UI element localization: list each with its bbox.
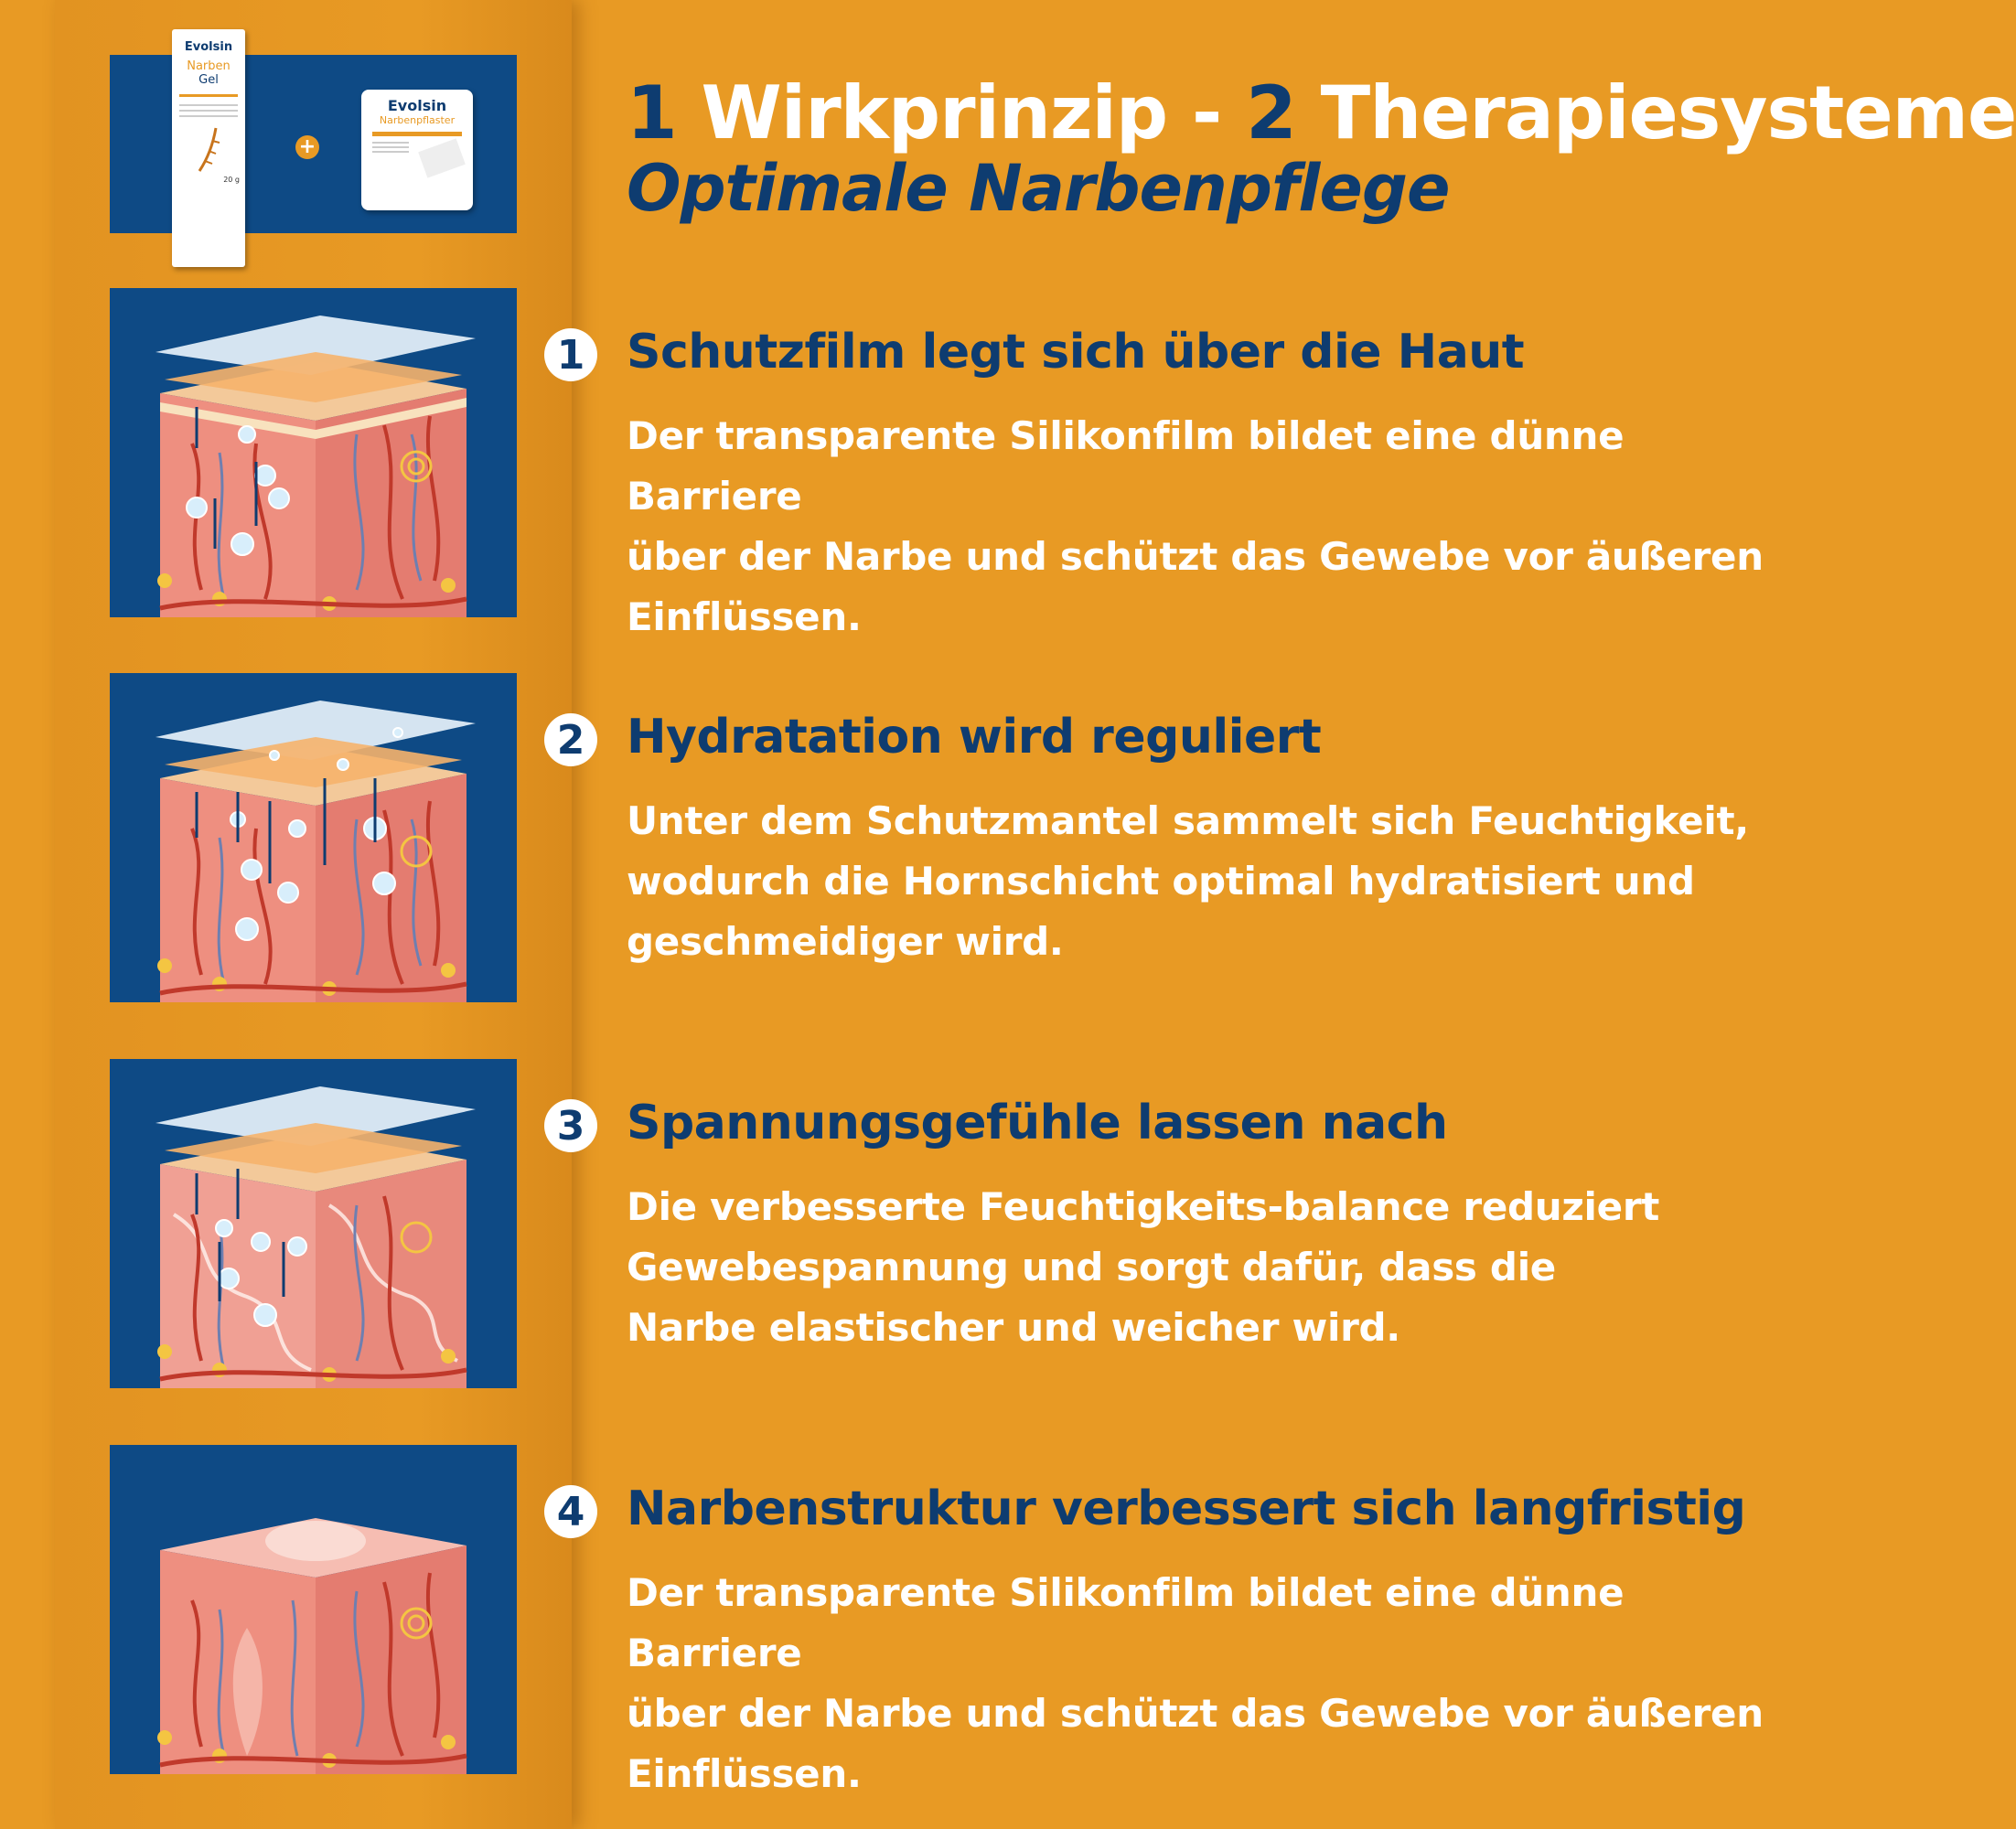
step-text-line: Einflüssen. — [627, 594, 862, 639]
gel-name-1: Narben — [187, 59, 231, 73]
step-text-line: Narbe elastischer und weicher wird. — [627, 1305, 1400, 1350]
step-number-badge: 1 — [544, 328, 597, 381]
page-subtitle: Optimale Narbenpflege — [627, 151, 1450, 226]
skin-layer-graphic — [110, 288, 517, 617]
step-text-line: geschmeidiger wird. — [627, 919, 1064, 964]
page-title — [627, 70, 2016, 155]
title-text-2: Therapiesysteme — [1295, 70, 2016, 155]
step-text-line: Gewebespannung und sorgt dafür, dass die — [627, 1245, 1556, 1289]
step-text-line: über der Narbe und schützt das Gewebe vor äußeren — [627, 1691, 1764, 1736]
skin-layer-graphic — [110, 1059, 517, 1388]
step-description — [627, 1177, 1779, 1358]
step-text-line: Einflüssen. — [627, 1751, 862, 1796]
product-panel — [110, 40, 517, 233]
title-number-1: 1 — [627, 70, 677, 155]
plaster-name: Narbenpflaster — [379, 114, 456, 126]
title-number-2: 2 — [1246, 70, 1296, 155]
skin-illustration-1 — [110, 288, 517, 617]
step-text-line: Der transparente Silikonfilm bildet eine dünne Barriere — [627, 1570, 1625, 1675]
scar-icon — [172, 121, 245, 176]
gel-tube-box — [172, 29, 245, 267]
step-heading: Hydratation wird reguliert — [627, 710, 1322, 765]
step-description — [627, 791, 1779, 972]
gel-name-2: Gel — [198, 73, 219, 87]
gel-brand: Evolsin — [184, 40, 233, 54]
plaster-box — [361, 90, 473, 210]
step-text-line: wodurch die Hornschicht optimal hydratisiert und — [627, 859, 1695, 904]
skin-illustration-4 — [110, 1445, 517, 1774]
step-heading: Schutzfilm legt sich über die Haut — [627, 325, 1525, 380]
step-number-badge: 3 — [544, 1099, 597, 1152]
skin-illustration-2 — [110, 673, 517, 1002]
plaster-brand: Evolsin — [387, 97, 447, 114]
skin-layer-graphic — [110, 1445, 517, 1774]
step-text-line: Der transparente Silikonfilm bildet eine dünne Barriere — [627, 413, 1625, 519]
skin-illustration-3 — [110, 1059, 517, 1388]
step-description — [627, 1563, 1779, 1804]
step-text-line: über der Narbe und schützt das Gewebe vor äußeren — [627, 534, 1764, 579]
step-text-line: Die verbesserte Feuchtigkeits-balance reduziert — [627, 1184, 1660, 1229]
step-heading: Narbenstruktur verbessert sich langfristig — [627, 1481, 1746, 1536]
title-text-1: Wirkprinzip - — [676, 70, 1247, 155]
skin-layer-graphic — [110, 673, 517, 1002]
step-description — [627, 406, 1779, 647]
step-number-badge: 4 — [544, 1485, 597, 1538]
gel-weight: 20 g — [223, 176, 240, 184]
step-number-badge: 2 — [544, 713, 597, 766]
step-text-line: Unter dem Schutzmantel sammelt sich Feuchtigkeit, — [627, 798, 1749, 843]
plus-icon: + — [295, 135, 319, 159]
step-heading: Spannungsgefühle lassen nach — [627, 1096, 1448, 1150]
